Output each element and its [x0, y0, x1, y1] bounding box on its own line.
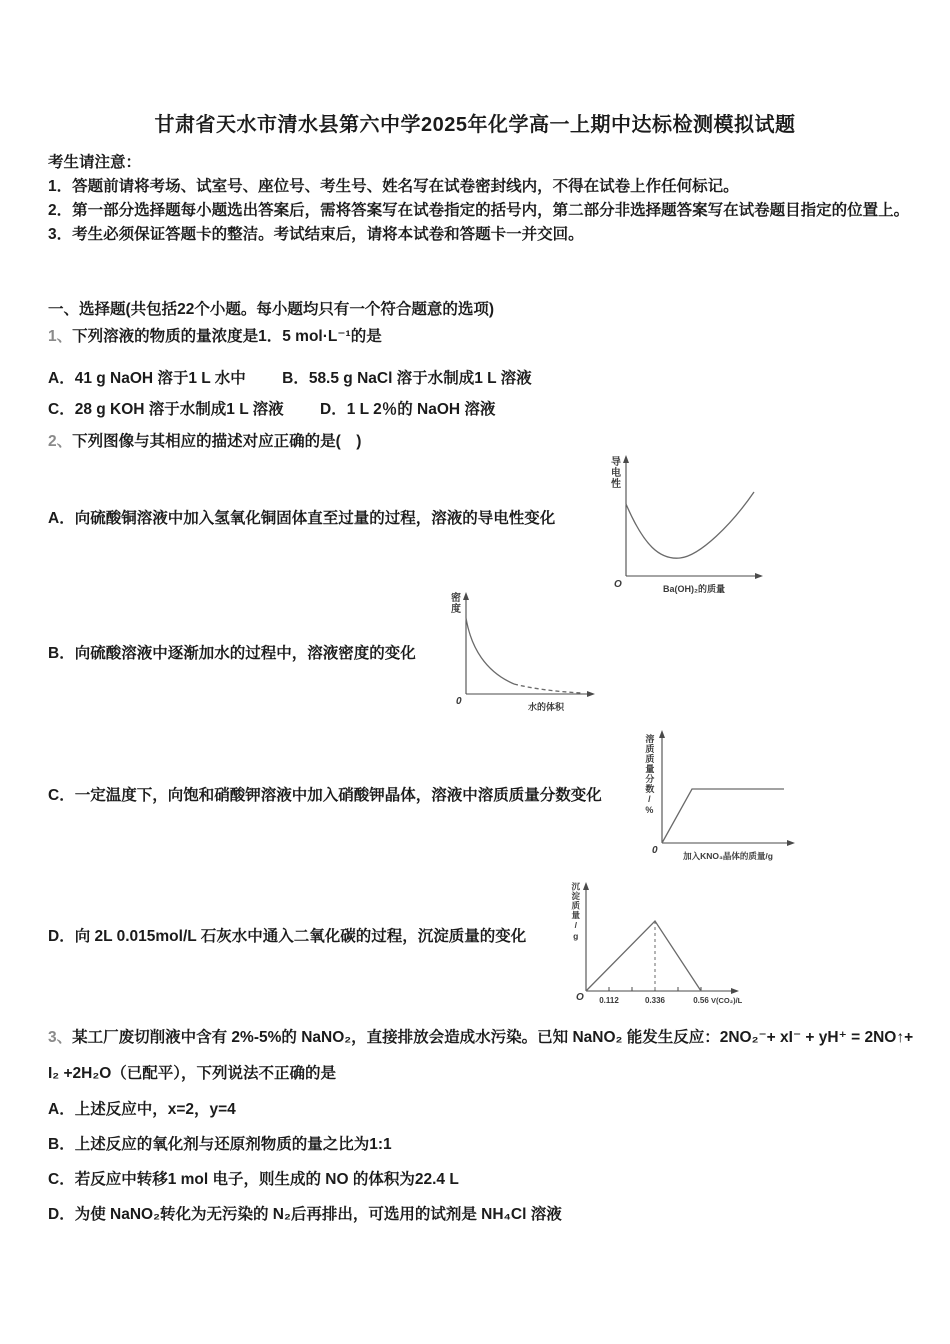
q2-stem: 下列图像与其相应的描述对应正确的是( )	[72, 433, 362, 450]
origin-label: 0	[456, 696, 462, 707]
question-3-stem	[48, 1020, 916, 1092]
q2-option-b: B．向硫酸溶液中逐渐加水的过程中，溶液密度的变化	[48, 645, 416, 662]
q2-graph-c-y-axis-label: 溶质质量分数/%	[644, 734, 655, 816]
q2-number: 2、	[48, 433, 73, 450]
density-curve	[466, 618, 514, 684]
origin-label: O	[614, 579, 622, 590]
notice-item: 2．第一部分选择题每小题选出答案后，需将答案写在试卷指定的括号内，第二部分非选择题答案写在试卷题目指定的位置上。	[48, 202, 910, 220]
q1-options-row-2	[48, 398, 495, 422]
mass-fraction-curve	[662, 789, 784, 843]
q3-option-c: C．若反应中转移1 mol 电子，则生成的 NO 的体积为22.4 L	[48, 1171, 459, 1188]
q2-graph-d-x-axis-label: V(CO₂)/L	[711, 996, 743, 1005]
q1-number: 1、	[48, 328, 73, 345]
q2-graph-a	[596, 450, 768, 600]
q2-graph-b-x-axis-label: 水的体积	[527, 702, 565, 712]
q1-option-b: B．58.5 g NaCl 溶于水制成1 L 溶液	[282, 370, 532, 387]
q3-option-a: A．上述反应中，x=2，y=4	[48, 1101, 236, 1118]
x-tick-label: 0.112	[599, 996, 619, 1005]
q2-graph-b-y-axis-label: 密度	[448, 592, 460, 614]
q2-graph-d-plot	[546, 878, 744, 1020]
x-axis-arrow-icon	[587, 691, 595, 697]
q1-option-a: A．41 g NaOH 溶于1 L 水中	[48, 370, 246, 387]
notice-item: 1．答题前请将考场、试室号、座位号、考生号、姓名写在试卷密封线内，不得在试卷上作任何标记。	[48, 178, 739, 196]
precipitate-curve	[586, 921, 701, 991]
q1-options-row-1	[48, 367, 532, 391]
question-2-stem-line	[48, 430, 361, 454]
x-axis-arrow-icon	[787, 840, 795, 846]
q2-graph-d-y-axis-label: 沉淀质量/g	[570, 882, 581, 942]
origin-label: 0	[652, 845, 658, 856]
y-axis-arrow-icon	[463, 592, 469, 600]
density-curve-dashed-tail	[514, 684, 582, 693]
q2-graph-d	[546, 878, 744, 1020]
q3-option-b: B．上述反应的氧化剂与还原剂物质的量之比为1:1	[48, 1136, 392, 1153]
q2-graph-c	[626, 726, 800, 868]
q3-number: 3、	[48, 1029, 73, 1046]
q2-graph-c-x-axis-label: 加入KNO₃晶体的质量/g	[683, 851, 773, 861]
section-heading: 一、选择题(共包括22个小题。每小题均只有一个符合题意的选项)	[48, 301, 495, 318]
x-axis-arrow-icon	[755, 573, 763, 579]
exam-title: 甘肃省天水市清水县第六中学2025年化学高一上期中达标检测模拟试题	[154, 114, 796, 136]
q2-graph-b-plot	[438, 588, 600, 718]
q2-graph-c-plot	[626, 726, 800, 868]
y-axis-arrow-icon	[623, 455, 629, 463]
x-tick-label: 0.336	[644, 996, 666, 1005]
question-1-stem-line	[48, 325, 382, 349]
q2-option-a: A．向硫酸铜溶液中加入氢氧化铜固体直至过量的过程，溶液的导电性变化	[48, 510, 556, 527]
q2-graph-a-x-axis-label: Ba(OH)₂的质量	[663, 584, 725, 594]
notice-item: 3．考生必须保证答题卡的整洁。考试结束后，请将本试卷和答题卡一并交回。	[48, 226, 584, 244]
q2-graph-a-plot	[596, 450, 768, 600]
notice-heading: 考生请注意：	[48, 154, 142, 171]
q1-option-c: C．28 g KOH 溶于水制成1 L 溶液	[48, 401, 284, 418]
q2-option-d: D．向 2L 0.015mol/L 石灰水中通入二氧化碳的过程，沉淀质量的变化	[48, 928, 527, 945]
x-axis-arrow-icon	[731, 988, 739, 994]
q2-graph-a-y-axis-label: 导电性	[608, 456, 620, 489]
conductivity-curve	[626, 492, 754, 558]
q3-stem: 某工厂废切削液中含有 2%-5%的 NaNO₂，直接排放会造成水污染。已知 NaNO₂ 能发生反应：2NO₂⁻+ xI⁻ + yH⁺ = 2NO↑+ I₂ +2H₂O（已配平），下列说法不正确的是	[48, 1029, 914, 1082]
q1-option-d: D．1 L 2％的 NaOH 溶液	[320, 401, 496, 418]
q2-option-c: C．一定温度下，向饱和硝酸钾溶液中加入硝酸钾晶体，溶液中溶质质量分数变化	[48, 787, 602, 804]
q3-option-d: D．为使 NaNO₂转化为无污染的 N₂后再排出，可选用的试剂是 NH₄Cl 溶液	[48, 1206, 562, 1223]
origin-label: O	[576, 992, 584, 1003]
y-axis-arrow-icon	[659, 730, 665, 738]
q1-stem: 下列溶液的物质的量浓度是1．5 mol·L⁻¹的是	[72, 328, 382, 345]
x-tick-label: 0.56	[693, 996, 709, 1005]
notice-block	[48, 151, 916, 247]
q2-graph-b	[438, 588, 600, 718]
y-axis-arrow-icon	[583, 882, 589, 890]
